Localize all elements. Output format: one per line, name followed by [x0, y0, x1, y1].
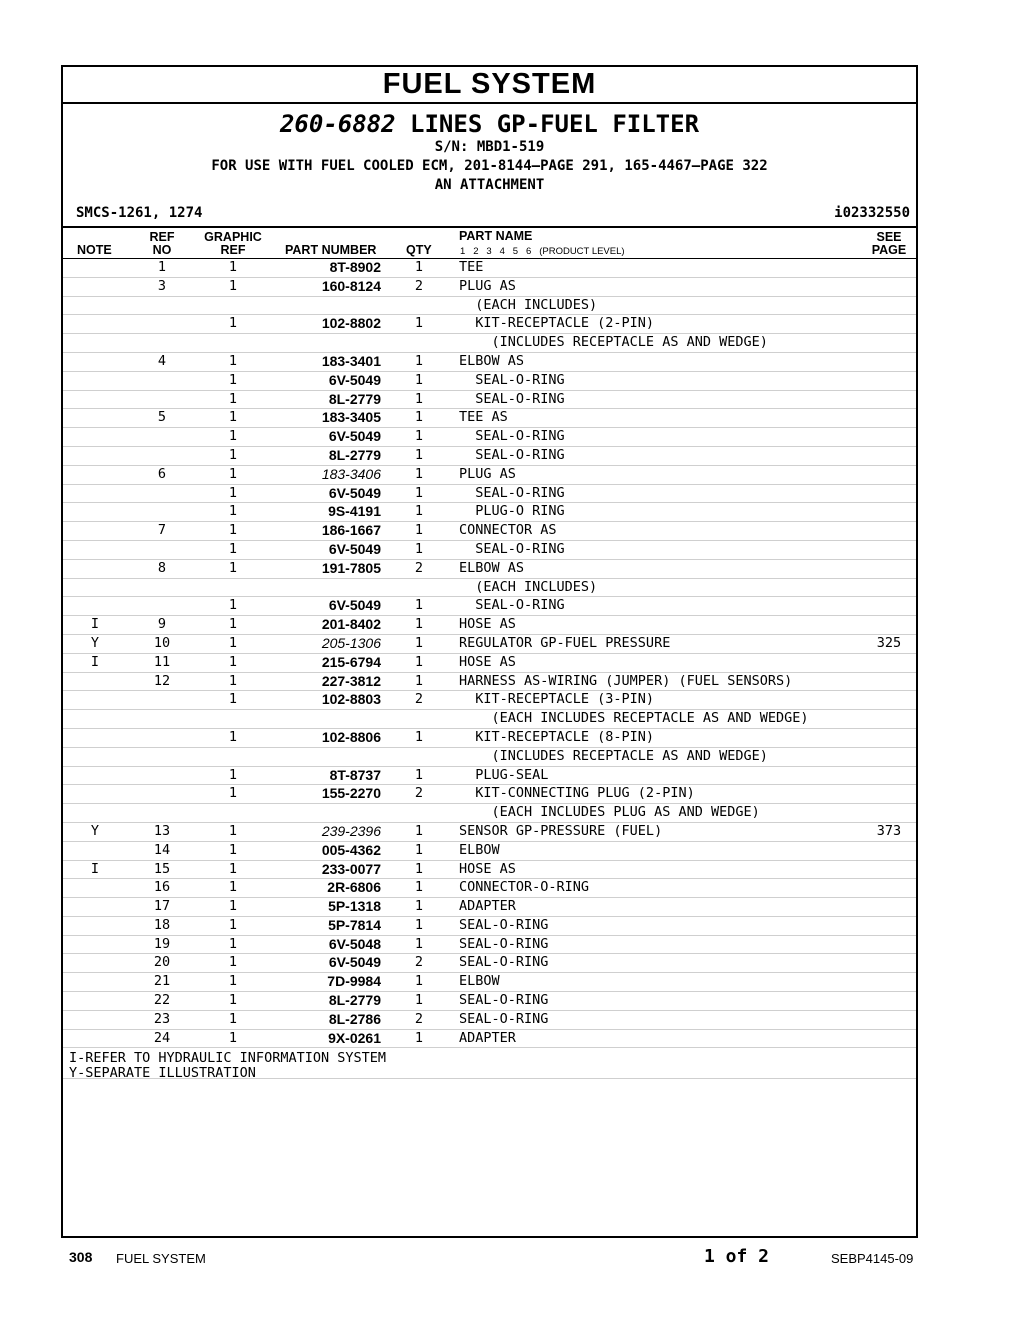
- qty-cell: 2: [414, 954, 424, 971]
- graphic-ref-cell: 1: [228, 390, 238, 407]
- qty-cell: 1: [414, 503, 424, 520]
- table-row: [63, 560, 916, 579]
- graphic-ref-cell: 1: [228, 616, 238, 633]
- part-number-cell: 8T-8737: [329, 766, 381, 783]
- footer-section: FUEL SYSTEM: [116, 1251, 206, 1266]
- qty-cell: 2: [414, 559, 424, 576]
- graphic-ref-cell: 1: [228, 653, 238, 670]
- part-number-cell: 8L-2779: [328, 992, 381, 1009]
- part-number-cell: 6V-5049: [328, 597, 381, 614]
- col-graphic-top: GRAPHIC: [204, 230, 262, 244]
- part-number-cell: 8L-2779: [328, 390, 381, 407]
- graphic-ref-cell: 1: [228, 898, 238, 915]
- ref-no-cell: 23: [153, 1010, 171, 1027]
- ref-no-cell: 5: [157, 409, 167, 426]
- table-row: [63, 804, 916, 823]
- graphic-ref-cell: 1: [228, 766, 238, 783]
- part-number-cell: 191-7805: [321, 559, 381, 576]
- graphic-ref-cell: 1: [228, 409, 238, 426]
- table-row: [63, 391, 916, 410]
- qty-cell: 1: [414, 352, 424, 369]
- table-row: [63, 579, 916, 598]
- part-name-cell: PLUG AS: [459, 465, 516, 482]
- col-graphic-bottom: REF: [220, 243, 246, 257]
- part-name-cell: CONNECTOR AS: [459, 522, 557, 539]
- qty-cell: 1: [414, 428, 424, 445]
- graphic-ref-cell: 1: [228, 935, 238, 952]
- qty-cell: 1: [414, 973, 424, 990]
- ref-no-cell: 12: [153, 672, 171, 689]
- table-row: [63, 259, 916, 278]
- qty-cell: 1: [414, 540, 424, 557]
- graphic-ref-cell: 1: [228, 841, 238, 858]
- parts-list-frame: [61, 65, 918, 1238]
- part-number-cell: 2R-6806: [327, 879, 381, 896]
- ref-no-cell: 24: [153, 1029, 171, 1046]
- ref-no-cell: 22: [153, 992, 171, 1009]
- ref-no-cell: 3: [157, 277, 167, 294]
- graphic-ref-cell: 1: [228, 916, 238, 933]
- col-product-level: 1 2 3 4 5 6 (PRODUCT LEVEL): [460, 246, 625, 257]
- table-row: [63, 315, 916, 334]
- part-name-cell: KIT-CONNECTING PLUG (2-PIN): [459, 785, 695, 802]
- qty-cell: 2: [414, 1010, 424, 1027]
- part-number-cell: 6V-5049: [328, 540, 381, 557]
- part-number-cell: 102-8802: [321, 315, 381, 332]
- table-row: [63, 297, 916, 316]
- part-number-cell: 6V-5049: [328, 371, 381, 388]
- ref-no-cell: 20: [153, 954, 171, 971]
- part-name-cell: SEAL-O-RING: [459, 390, 565, 407]
- ref-no-cell: 11: [153, 653, 171, 670]
- part-name-cell: KIT-RECEPTACLE (8-PIN): [459, 728, 655, 745]
- graphic-ref-cell: 1: [228, 954, 238, 971]
- qty-cell: 2: [414, 277, 424, 294]
- part-number-cell: 5P-7814: [328, 916, 381, 933]
- qty-cell: 1: [414, 1029, 424, 1046]
- graphic-ref-cell: 1: [228, 559, 238, 576]
- qty-cell: 1: [414, 841, 424, 858]
- part-name-cell: SEAL-O-RING: [459, 916, 549, 933]
- graphic-ref-cell: 1: [228, 315, 238, 332]
- ref-no-cell: 15: [153, 860, 171, 877]
- part-number-cell: 160-8124: [321, 277, 381, 294]
- part-name-cell: KIT-RECEPTACLE (3-PIN): [459, 691, 655, 708]
- part-name-cell: HOSE AS: [459, 860, 516, 877]
- part-name-cell: PLUG AS: [459, 277, 516, 294]
- table-row: [63, 898, 916, 917]
- qty-cell: 1: [414, 879, 424, 896]
- graphic-ref-cell: 1: [228, 259, 238, 275]
- see-page-cell: 325: [876, 634, 902, 651]
- part-number-cell: 183-3405: [321, 409, 381, 426]
- qty-cell: 1: [414, 616, 424, 633]
- table-row: [63, 278, 916, 297]
- note-cell: Y: [90, 822, 100, 839]
- table-row: [63, 710, 916, 729]
- legend-y: Y-SEPARATE ILLUSTRATION: [69, 1065, 256, 1082]
- qty-cell: 1: [414, 597, 424, 614]
- graphic-ref-cell: 1: [228, 522, 238, 539]
- ref-no-cell: 21: [153, 973, 171, 990]
- ref-no-cell: 6: [157, 465, 167, 482]
- part-name-cell: ELBOW AS: [459, 352, 525, 369]
- part-number-cell: 233-0077: [321, 860, 381, 877]
- part-name-cell: SEAL-O-RING: [459, 1010, 549, 1027]
- graphic-ref-cell: 1: [228, 634, 238, 651]
- graphic-ref-cell: 1: [228, 728, 238, 745]
- table-row: [63, 823, 916, 842]
- part-name-cell: SEAL-O-RING: [459, 954, 549, 971]
- ref-no-cell: 7: [157, 522, 167, 539]
- graphic-ref-cell: 1: [228, 428, 238, 445]
- table-row: [63, 1030, 916, 1049]
- page-of: 1 of 2: [704, 1246, 770, 1267]
- graphic-ref-cell: 1: [228, 1029, 238, 1046]
- qty-cell: 2: [414, 691, 424, 708]
- ref-no-cell: 13: [153, 822, 171, 839]
- ref-no-cell: 18: [153, 916, 171, 933]
- qty-cell: 1: [414, 766, 424, 783]
- ref-no-cell: 14: [153, 841, 171, 858]
- part-name-cell: TEE AS: [459, 409, 508, 426]
- part-name-cell: HARNESS AS-WIRING (JUMPER) (FUEL SENSORS): [459, 672, 793, 689]
- qty-cell: 1: [414, 371, 424, 388]
- assembly-name: LINES GP-FUEL FILTER: [410, 110, 700, 138]
- part-name-cell: (EACH INCLUDES): [459, 578, 598, 595]
- qty-cell: 1: [414, 935, 424, 952]
- part-name-cell: ELBOW: [459, 973, 500, 990]
- graphic-ref-cell: 1: [228, 785, 238, 802]
- part-number-cell: 6V-5049: [328, 484, 381, 501]
- qty-cell: 1: [414, 390, 424, 407]
- part-name-cell: ADAPTER: [459, 1029, 516, 1046]
- table-row: [63, 447, 916, 466]
- part-name-cell: SEAL-O-RING: [459, 371, 565, 388]
- part-name-cell: TEE: [459, 259, 484, 275]
- part-name-cell: SEAL-O-RING: [459, 597, 565, 614]
- part-number-cell: 215-6794: [321, 653, 381, 670]
- part-title: [63, 110, 916, 138]
- table-row: [63, 372, 916, 391]
- table-row: [63, 334, 916, 353]
- table-row: [63, 785, 916, 804]
- part-name-cell: SEAL-O-RING: [459, 428, 565, 445]
- note-cell: Y: [90, 634, 100, 651]
- col-part-number: PART NUMBER: [285, 243, 377, 257]
- illustration-id: i02332550: [834, 205, 910, 221]
- part-name-cell: REGULATOR GP-FUEL PRESSURE: [459, 634, 671, 651]
- part-name-cell: (EACH INCLUDES): [459, 296, 598, 313]
- graphic-ref-cell: 1: [228, 484, 238, 501]
- qty-cell: 1: [414, 484, 424, 501]
- part-name-cell: (INCLUDES RECEPTACLE AS AND WEDGE): [459, 334, 768, 351]
- table-row: [63, 616, 916, 635]
- graphic-ref-cell: 1: [228, 371, 238, 388]
- graphic-ref-cell: 1: [228, 597, 238, 614]
- table-row: [63, 654, 916, 673]
- document-id: SEBP4145-09: [831, 1251, 914, 1266]
- qty-cell: 1: [414, 259, 424, 275]
- part-name-cell: SEAL-O-RING: [459, 484, 565, 501]
- legend-notes: [63, 1048, 916, 1082]
- legend-i: I-REFER TO HYDRAULIC INFORMATION SYSTEM: [69, 1050, 386, 1067]
- part-number-cell: 8L-2786: [328, 1010, 381, 1027]
- graphic-ref-cell: 1: [228, 672, 238, 689]
- table-row: [63, 973, 916, 992]
- table-row: [63, 748, 916, 767]
- graphic-ref-cell: 1: [228, 973, 238, 990]
- table-row: [63, 541, 916, 560]
- table-row: [63, 466, 916, 485]
- part-name-cell: SENSOR GP-PRESSURE (FUEL): [459, 822, 663, 839]
- part-number-cell: 239-2396: [321, 822, 381, 839]
- table-row: [63, 936, 916, 955]
- qty-cell: 1: [414, 465, 424, 482]
- ref-no-cell: 4: [157, 352, 167, 369]
- part-number-cell: 227-3812: [321, 672, 381, 689]
- qty-cell: 1: [414, 522, 424, 539]
- part-number-cell: 201-8402: [321, 616, 381, 633]
- part-number-cell: 8L-2779: [328, 446, 381, 463]
- part-number-cell: 7D-9984: [327, 973, 381, 990]
- note-cell: I: [90, 653, 100, 670]
- part-name-cell: ELBOW: [459, 841, 500, 858]
- table-row: [63, 1011, 916, 1030]
- qty-cell: 1: [414, 992, 424, 1009]
- qty-cell: 1: [414, 653, 424, 670]
- smcs-code: SMCS-1261, 1274: [76, 205, 203, 221]
- table-row: [63, 485, 916, 504]
- graphic-ref-cell: 1: [228, 352, 238, 369]
- part-number-cell: 155-2270: [321, 785, 381, 802]
- assembly-part-number: 260-6882: [279, 110, 396, 138]
- graphic-ref-cell: 1: [228, 860, 238, 877]
- part-name-cell: PLUG-O RING: [459, 503, 565, 520]
- part-name-cell: (INCLUDES RECEPTACLE AS AND WEDGE): [459, 747, 768, 764]
- part-number-cell: 9X-0261: [328, 1029, 381, 1046]
- qty-cell: 1: [414, 898, 424, 915]
- table-row: [63, 409, 916, 428]
- table-row: [63, 861, 916, 880]
- smcs-bar: [63, 203, 916, 223]
- table-row: [63, 879, 916, 898]
- ref-no-cell: 16: [153, 879, 171, 896]
- part-name-cell: ELBOW AS: [459, 559, 525, 576]
- col-see-top: SEE: [876, 230, 902, 244]
- part-name-cell: SEAL-O-RING: [459, 446, 565, 463]
- part-name-cell: CONNECTOR-O-RING: [459, 879, 590, 896]
- part-name-cell: SEAL-O-RING: [459, 992, 549, 1009]
- usage-note: FOR USE WITH FUEL COOLED ECM, 201-8144—PAGE 291, 165-4467—PAGE 322: [211, 158, 768, 174]
- see-page-cell: 373: [876, 822, 902, 839]
- graphic-ref-cell: 1: [228, 446, 238, 463]
- graphic-ref-cell: 1: [228, 691, 238, 708]
- parts-table-body: [63, 259, 916, 1048]
- qty-cell: 1: [414, 916, 424, 933]
- part-number-cell: 6V-5049: [328, 954, 381, 971]
- ref-no-cell: 19: [153, 935, 171, 952]
- table-row: [63, 954, 916, 973]
- qty-cell: 1: [414, 409, 424, 426]
- col-part-name: PART NAME: [459, 229, 533, 243]
- part-number-cell: 9S-4191: [328, 503, 381, 520]
- table-row: [63, 842, 916, 861]
- part-number-cell: 6V-5048: [328, 935, 381, 952]
- part-number-cell: 183-3406: [321, 465, 381, 482]
- ref-no-cell: 10: [153, 634, 171, 651]
- graphic-ref-cell: 1: [228, 277, 238, 294]
- table-row: [63, 522, 916, 541]
- page-number: 308: [69, 1249, 93, 1265]
- graphic-ref-cell: 1: [228, 540, 238, 557]
- note-cell: I: [90, 616, 100, 633]
- table-row: [63, 635, 916, 654]
- part-number-cell: 205-1306: [321, 634, 381, 651]
- part-number-cell: 102-8806: [321, 728, 381, 745]
- col-ref-top: REF: [149, 230, 175, 244]
- table-row: [63, 992, 916, 1011]
- part-name-cell: (EACH INCLUDES PLUG AS AND WEDGE): [459, 804, 760, 821]
- table-row: [63, 353, 916, 372]
- part-number-cell: 183-3401: [321, 352, 381, 369]
- table-header: [63, 228, 916, 259]
- col-ref-bottom: NO: [152, 243, 172, 257]
- table-row: [63, 767, 916, 786]
- table-row: [63, 917, 916, 936]
- table-row: [63, 428, 916, 447]
- ref-no-cell: 8: [157, 559, 167, 576]
- qty-cell: 1: [414, 860, 424, 877]
- graphic-ref-cell: 1: [228, 465, 238, 482]
- ref-no-cell: 1: [157, 259, 167, 275]
- attachment-note: AN ATTACHMENT: [434, 177, 545, 193]
- graphic-ref-cell: 1: [228, 1010, 238, 1027]
- graphic-ref-cell: 1: [228, 992, 238, 1009]
- qty-cell: 1: [414, 446, 424, 463]
- serial-number: S/N: MBD1-519: [434, 139, 545, 155]
- table-row: [63, 673, 916, 692]
- part-name-cell: SEAL-O-RING: [459, 935, 549, 952]
- table-row: [63, 729, 916, 748]
- section-title: FUEL SYSTEM: [63, 67, 916, 104]
- table-row: [63, 691, 916, 710]
- part-number-cell: 102-8803: [321, 691, 381, 708]
- note-cell: I: [90, 860, 100, 877]
- table-row: [63, 503, 916, 522]
- part-name-cell: PLUG-SEAL: [459, 766, 549, 783]
- part-name-cell: HOSE AS: [459, 653, 516, 670]
- part-name-cell: SEAL-O-RING: [459, 540, 565, 557]
- part-number-cell: 186-1667: [321, 522, 381, 539]
- qty-cell: 1: [414, 315, 424, 332]
- part-number-cell: 005-4362: [321, 841, 381, 858]
- col-see-bottom: PAGE: [871, 243, 907, 257]
- part-number-cell: 6V-5049: [328, 428, 381, 445]
- col-qty: QTY: [406, 243, 432, 257]
- graphic-ref-cell: 1: [228, 503, 238, 520]
- ref-no-cell: 17: [153, 898, 171, 915]
- qty-cell: 1: [414, 822, 424, 839]
- graphic-ref-cell: 1: [228, 822, 238, 839]
- part-number-cell: 8T-8902: [329, 259, 381, 275]
- qty-cell: 1: [414, 672, 424, 689]
- part-name-cell: HOSE AS: [459, 616, 516, 633]
- col-note: NOTE: [77, 243, 112, 257]
- qty-cell: 1: [414, 634, 424, 651]
- part-name-cell: KIT-RECEPTACLE (2-PIN): [459, 315, 655, 332]
- part-name-cell: (EACH INCLUDES RECEPTACLE AS AND WEDGE): [459, 710, 809, 727]
- qty-cell: 2: [414, 785, 424, 802]
- table-row: [63, 597, 916, 616]
- graphic-ref-cell: 1: [228, 879, 238, 896]
- part-name-cell: ADAPTER: [459, 898, 516, 915]
- ref-no-cell: 9: [157, 616, 167, 633]
- part-number-cell: 5P-1318: [328, 898, 381, 915]
- qty-cell: 1: [414, 728, 424, 745]
